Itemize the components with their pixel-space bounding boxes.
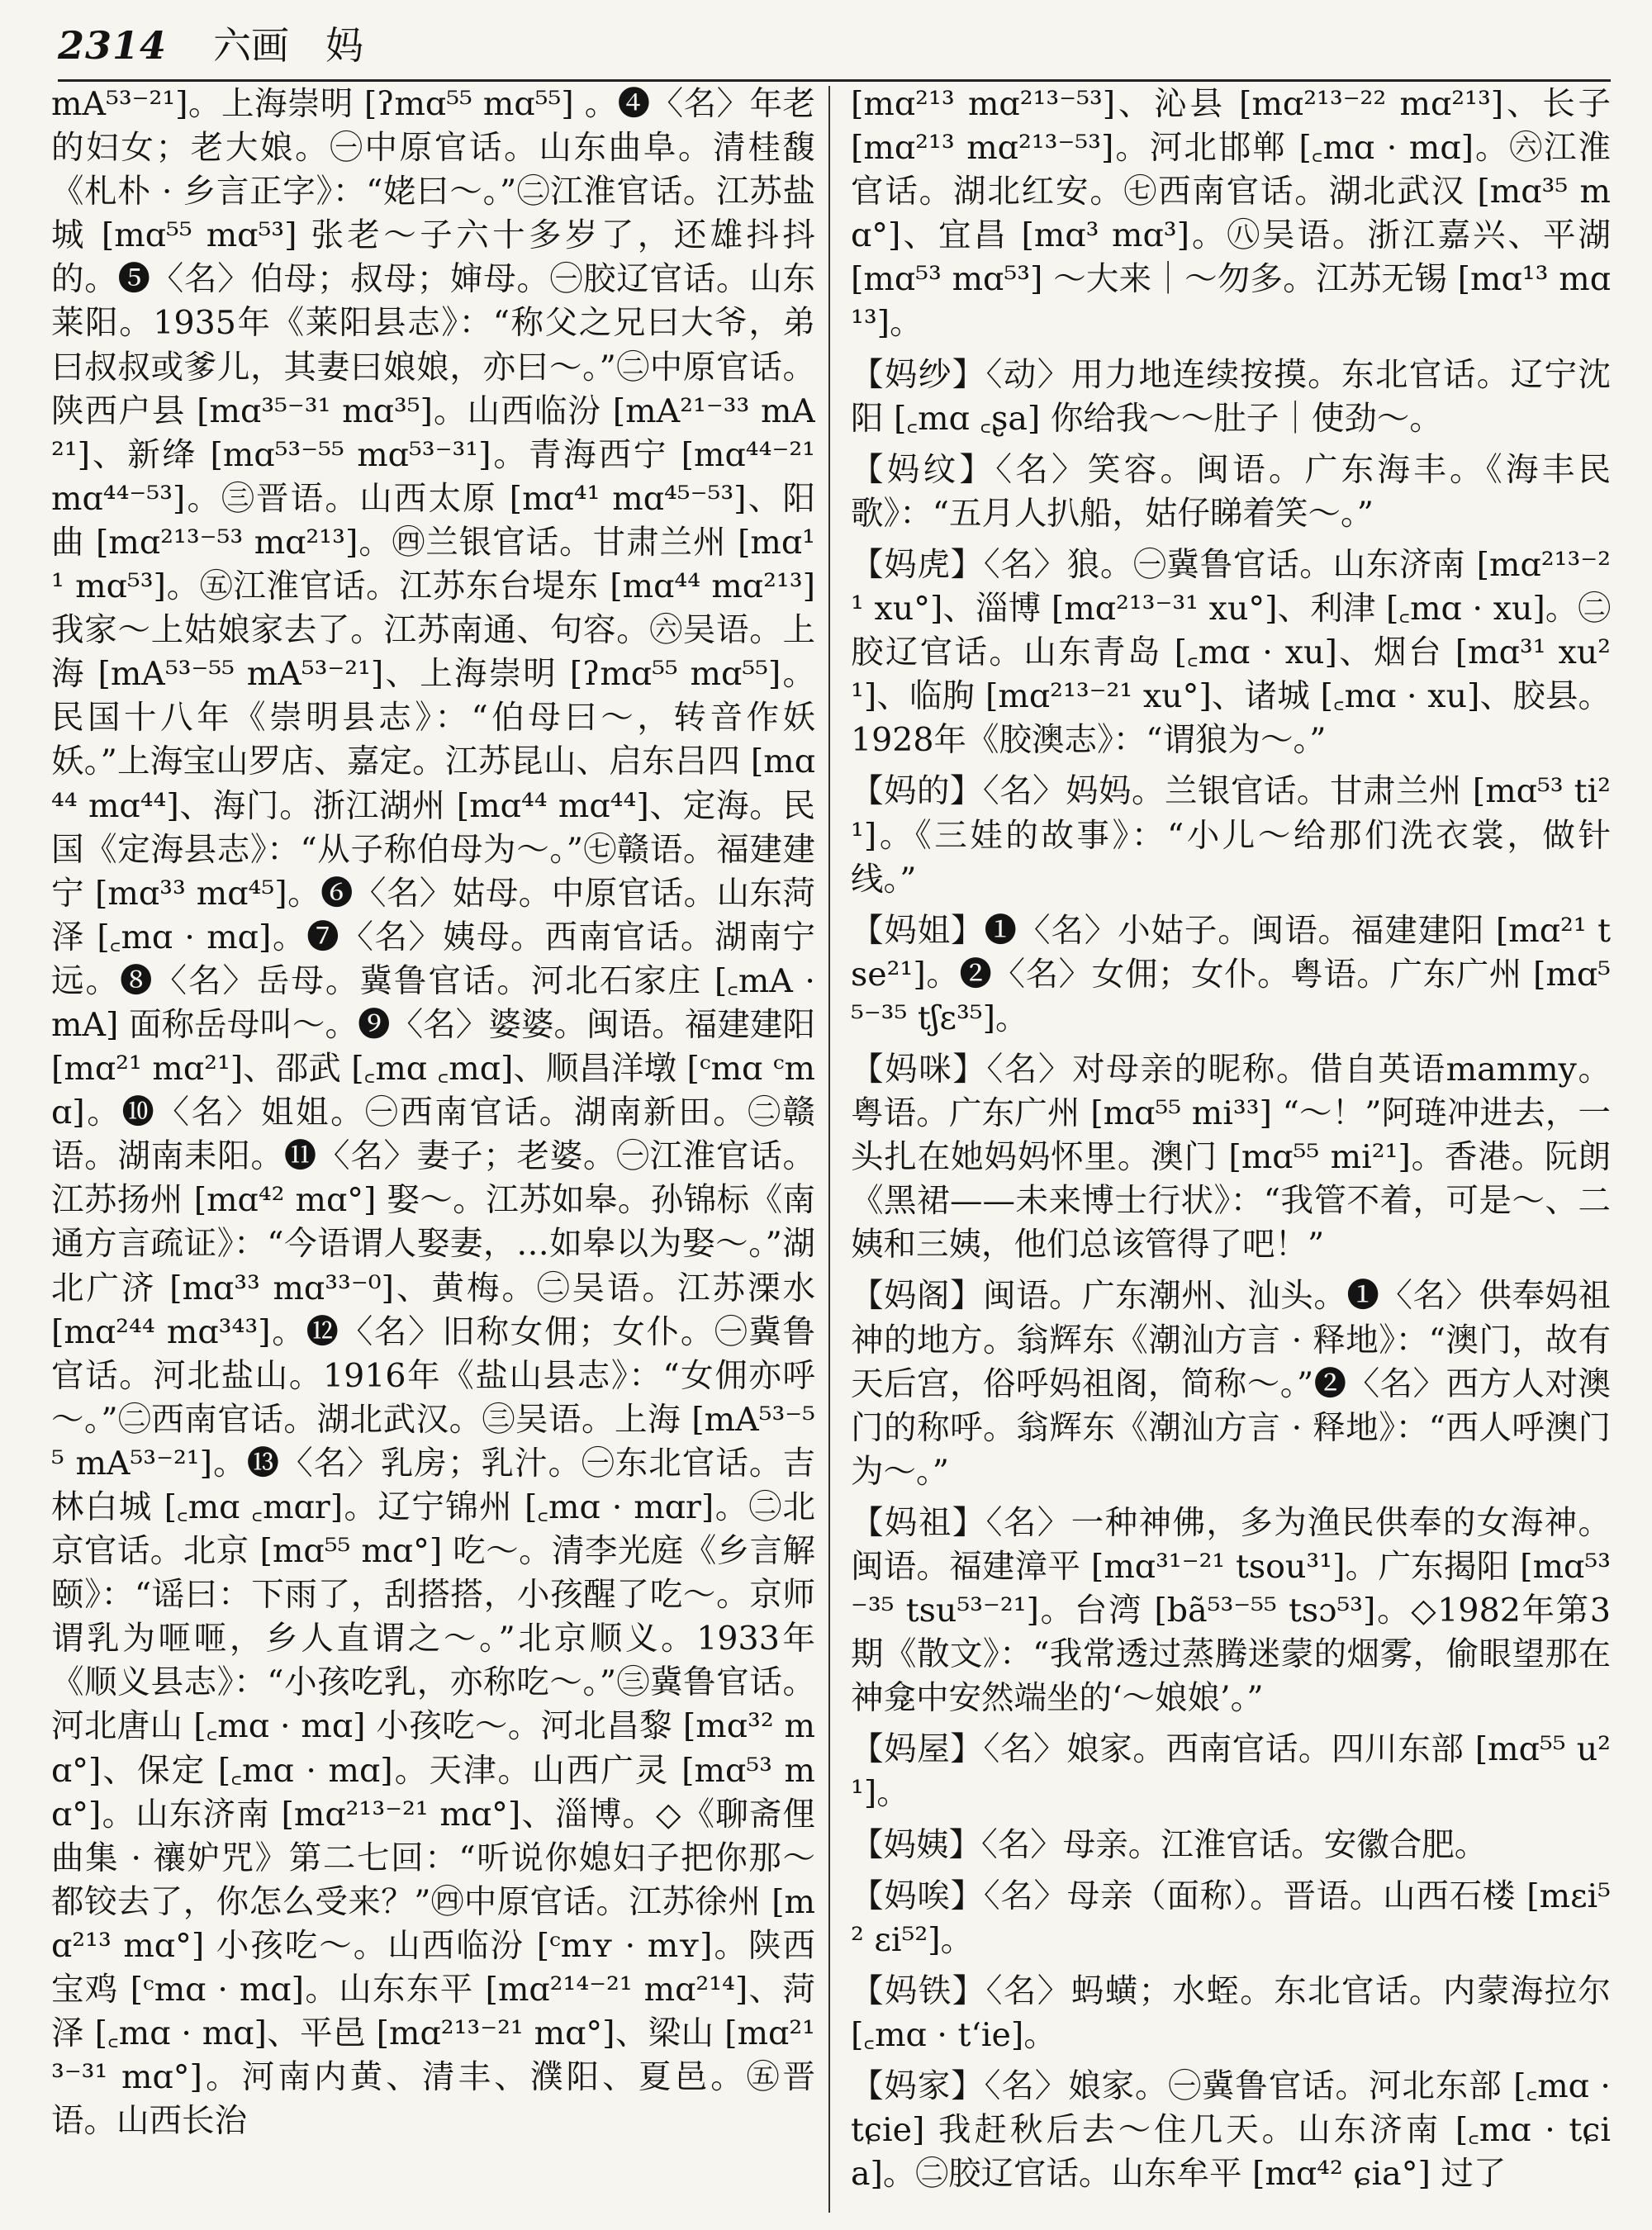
- entry-text: 【妈屋】〈名〉娘家。西南官话。四川东部 [mɑ⁵⁵ u²¹]。: [851, 1730, 1611, 1813]
- entry-text: 【妈祖】〈名〉一种神佛，多为渔民供奉的女海神。闽语。福建漳平 [mɑ³¹⁻²¹ tsou³¹]。广东揭阳 [mɑ⁵³⁻³⁵ tsu⁵³⁻²¹]。台湾 [bã⁵³⁻⁵⁵ tsɔ⁵³]。◇1982年第3期《散文》：“我常透过蒸腾迷蒙的烟雾，偷眼望那在神龛中安然端坐的‘～娘娘’。”: [851, 1503, 1611, 1718]
- entry-mage: [851, 1274, 1611, 1493]
- entry-text: 【妈姨】〈名〉母亲。江淮官话。安徽合肥。: [851, 1825, 1488, 1864]
- right-column: [851, 83, 1611, 2215]
- entry-text: 【妈的】〈名〉妈妈。兰银官话。甘肃兰州 [mɑ⁵³ ti²¹]。《三娃的故事》：“小儿～给那们洗衣裳，做针线。”: [851, 772, 1611, 899]
- entry-matie: [851, 1970, 1611, 2057]
- entry-continuation: [851, 83, 1611, 346]
- entry-majia: [851, 2065, 1611, 2196]
- column-divider: [828, 86, 830, 2213]
- entry-text: 【妈家】〈名〉娘家。㊀冀鲁官话。河北东部 [꜀mɑ · tɕie] 我赶秋后去～住几天。山东济南 [꜀mɑ · tɕia]。㊁胶辽官话。山东牟平 [mɑ⁴² ɕia°] 过了: [851, 2067, 1611, 2194]
- entry-mazu: [851, 1502, 1611, 1720]
- header-rule: [58, 79, 1611, 82]
- entry-text: 【妈唉】〈名〉母亲（面称）。晋语。山西石楼 [mɛi⁵² ɛi⁵²]。: [851, 1877, 1611, 1959]
- entry-continuation: [51, 83, 815, 2143]
- entry-text: 【妈纱】〈动〉用力地连续按摸。东北官话。辽宁沈阳 [꜀mɑ ꜀ʂa] 你给我～～肚子｜使劲～。: [851, 355, 1611, 438]
- entry-text: 【妈虎】〈名〉狼。㊀冀鲁官话。山东济南 [mɑ²¹³⁻²¹ xu°]、淄博 [mɑ²¹³⁻³¹ xu°]、利津 [꜀mɑ · xu]。㊁胶辽官话。山东青岛 [꜀mɑ · xu]、烟台 [mɑ³¹ xu²¹]、临朐 [mɑ²¹³⁻²¹ xu°]、诸城 [꜀mɑ · xu]、胶县。1928年《胶澳志》：“谓狼为～。”: [851, 545, 1611, 760]
- entry-maai: [851, 1875, 1611, 1962]
- section-label: 六画: [213, 23, 290, 68]
- entry-text: 【妈纹】〈名〉笑容。闽语。广东海丰。《海丰民歌》：“五月人扒船，姑仔睇着笑～。”: [851, 450, 1611, 533]
- entry-mawen: [851, 448, 1611, 536]
- entry-text: 【妈咪】〈名〉对母亲的昵称。借自英语mammy。粤语。广东广州 [mɑ⁵⁵ mi³³] “～！”阿琏冲进去，一头扎在她妈妈怀里。澳门 [mɑ⁵⁵ mi²¹]。香港。阮朗《黑裙——未来博士行状》：“我管不着，可是～、二姨和三姨，他们总该管得了吧！”: [851, 1050, 1611, 1264]
- page-headword: 妈: [325, 23, 364, 68]
- entry-text: 【妈姐】❶〈名〉小姑子。闽语。福建建阳 [mɑ²¹ tse²¹]。❷〈名〉女佣；女仆。粤语。广东广州 [mɑ⁵⁵⁻³⁵ tʃɛ³⁵]。: [851, 911, 1611, 1037]
- entry-majie: [851, 909, 1611, 1041]
- entry-made: [851, 770, 1611, 901]
- page-number: 2314: [58, 23, 168, 68]
- running-head: [58, 17, 1611, 74]
- entry-text: 【妈铁】〈名〉蚂蟥；水蛭。东北官话。内蒙海拉尔 [꜀mɑ · tʻie]。: [851, 1971, 1611, 2054]
- entry-mawu: [851, 1728, 1611, 1815]
- entry-mayi: [851, 1824, 1611, 1867]
- entry-mahu: [851, 543, 1611, 762]
- entry-text: 【妈阁】闽语。广东潮州、汕头。❶〈名〉供奉妈祖神的地方。翁辉东《潮汕方言 · 释地》：“澳门，故有天后宫，俗呼妈祖阁，简称～。”❷〈名〉西方人对澳门的称呼。翁辉东《潮汕方言 · 释地》：“西人呼澳门为～。”: [851, 1277, 1611, 1491]
- entry-text: [mɑ²¹³ mɑ²¹³⁻⁵³]、沁县 [mɑ²¹³⁻²² mɑ²¹³]、长子 [mɑ²¹³ mɑ²¹³⁻⁵³]。河北邯郸 [꜀mɑ · mɑ]。㊅江淮官话。湖北红安。㊆西南官话。湖北武汉 [mɑ³⁵ mɑ°]、宜昌 [mɑ³ mɑ³]。㊇吴语。浙江嘉兴、平湖 [mɑ⁵³ mɑ⁵³] ～大来｜～勿多。江苏无锡 [mɑ¹³ mɑ¹³]。: [851, 85, 1611, 343]
- entry-mami: [851, 1048, 1611, 1267]
- left-column: [51, 83, 815, 2215]
- entry-mashā: [851, 353, 1611, 441]
- entry-text: mA⁵³⁻²¹]。上海崇明 [ʔmɑ⁵⁵ mɑ⁵⁵] 。❹〈名〉年老的妇女；老大娘。㊀中原官话。山东曲阜。清桂馥《札朴 · 乡言正字》：“姥曰～。”㊁江淮官话。江苏盐城 [mɑ⁵⁵ mɑ⁵³] 张老～子六十多岁了，还雄抖抖的。❺〈名〉伯母；叔母；婶母。㊀胶辽官话。山东莱阳。1935年《莱阳县志》：“称父之兄曰大爷，弟曰叔叔或爹儿，其妻曰娘娘，亦曰～。”㊁中原官话。陕西户县 [mɑ³⁵⁻³¹ mɑ³⁵]。山西临汾 [mA²¹⁻³³ mA²¹]、新绛 [mɑ⁵³⁻⁵⁵ mɑ⁵³⁻³¹]。青海西宁 [mɑ⁴⁴⁻²¹ mɑ⁴⁴⁻⁵³]。㊂晋语。山西太原 [mɑ⁴¹ mɑ⁴⁵⁻⁵³]、阳曲 [mɑ²¹³⁻⁵³ mɑ²¹³]。㊃兰银官话。甘肃兰州 [mɑ¹¹ mɑ⁵³]。㊄江淮官话。江苏东台堤东 [mɑ⁴⁴ mɑ²¹³] 我家～上姑娘家去了。江苏南通、句容。㊅吴语。上海 [mA⁵³⁻⁵⁵ mA⁵³⁻²¹]、上海崇明 [ʔmɑ⁵⁵ mɑ⁵⁵]。民国十八年《崇明县志》：“伯母曰～，转音作妖妖。”上海宝山罗店、嘉定。江苏昆山、启东吕四 [mɑ⁴⁴ mɑ⁴⁴]、海门。浙江湖州 [mɑ⁴⁴ mɑ⁴⁴]、定海。民国《定海县志》：“从子称伯母为～。”㊆赣语。福建建宁 [mɑ³³ mɑ⁴⁵]。❻〈名〉姑母。中原官话。山东菏泽 [꜀mɑ · mɑ]。❼〈名〉姨母。西南官话。湖南宁远。❽〈名〉岳母。冀鲁官话。河北石家庄 [꜀mA · mA] 面称岳母叫～。❾〈名〉婆婆。闽语。福建建阳 [mɑ²¹ mɑ²¹]、邵武 [꜀mɑ ꜀mɑ]、顺昌洋墩 [ᶜmɑ ᶜmɑ]。❿〈名〉姐姐。㊀西南官话。湖南新田。㊁赣语。湖南耒阳。⓫〈名〉妻子；老婆。㊀江淮官话。江苏扬州 [mɑ⁴² mɑ°] 娶～。江苏如皋。孙锦标《南通方言疏证》：“今语谓人娶妻，…如皋以为娶～。”湖北广济 [mɑ³³ mɑ³³⁻⁰]、黄梅。㊁吴语。江苏溧水 [mɑ²⁴⁴ mɑ³⁴³]。⓬〈名〉旧称女佣；女仆。㊀冀鲁官话。河北盐山。1916年《盐山县志》：“女佣亦呼～。”㊁西南官话。湖北武汉。㊂吴语。上海 [mA⁵³⁻⁵⁵ mA⁵³⁻²¹]。⓭〈名〉乳房；乳汁。㊀东北官话。吉林白城 [꜀mɑ ꜀mɑr]。辽宁锦州 [꜀mɑ · mɑr]。㊁北京官话。北京 [mɑ⁵⁵ mɑ°] 吃～。清李光庭《乡言解颐》：“谣曰：下雨了，刮搭搭，小孩醒了吃～。京师谓乳为咂咂，乡人直谓之～。”北京顺义。1933年《顺义县志》：“小孩吃乳，亦称吃～。”㊂冀鲁官话。河北唐山 [꜀mɑ · mɑ] 小孩吃～。河北昌黎 [mɑ³² mɑ°]、保定 [꜀mɑ · mɑ]。天津。山西广灵 [mɑ⁵³ mɑ°]。山东济南 [mɑ²¹³⁻²¹ mɑ°]、淄博。◇《聊斋俚曲集 · 禳妒咒》第二七回：“听说你媳妇子把你那～都铰去了，你怎么受来？”㊃中原官话。江苏徐州 [mɑ²¹³ mɑ°] 小孩吃～。山西临汾 [ᶜmʏ · mʏ]。陕西宝鸡 [ᶜmɑ · mɑ]。山东东平 [mɑ²¹⁴⁻²¹ mɑ²¹⁴]、菏泽 [꜀mɑ · mɑ]、平邑 [mɑ²¹³⁻²¹ mɑ°]、梁山 [mɑ²¹³⁻³¹ mɑ°]。河南内黄、清丰、濮阳、夏邑。㊄晋语。山西长治: [51, 85, 815, 2141]
